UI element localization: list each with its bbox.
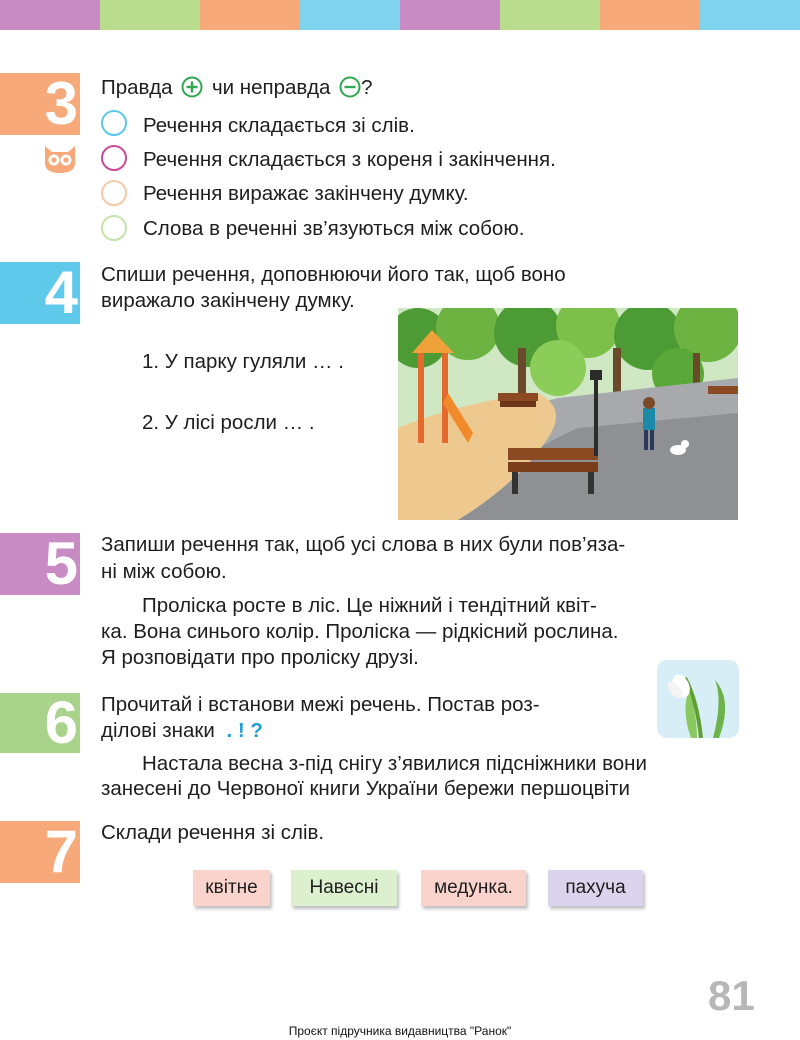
task-number-7: 7 (0, 821, 80, 883)
stripe-segment (400, 0, 500, 30)
task5-instruction-line1: Запиши речення так, щоб усі слова в них були пов’яза- (101, 533, 626, 556)
stripe-segment (100, 0, 200, 30)
word-card-pakhucha[interactable]: пахуча (548, 870, 643, 906)
task5-text-line2: ка. Вона синього колір. Проліска — рідкісний рослина. (101, 620, 619, 643)
prompt-question-mark: ? (361, 76, 373, 99)
stripe-segment (300, 0, 400, 30)
stripe-segment (200, 0, 300, 30)
prompt-or-false: чи неправда (211, 76, 331, 99)
task6-instruction-line2 (101, 716, 263, 745)
task4-item-1: 1. У парку гуляли … . (142, 350, 344, 373)
stripe-segment (0, 0, 100, 30)
word-card-kvitne[interactable]: квітне (193, 870, 270, 906)
answer-circle-1[interactable] (101, 110, 127, 136)
statement-3: Речення виражає закінчену думку. (143, 182, 469, 205)
task5-text-line3: Я розповідати про проліску друзі. (101, 646, 419, 669)
answer-circle-3[interactable] (101, 180, 127, 206)
prompt-true: Правда (101, 76, 173, 99)
park-illustration (398, 308, 738, 520)
task7-instruction: Склади речення зі слів. (101, 821, 325, 844)
owl-icon (42, 143, 78, 180)
statement-2: Речення складається з кореня і закінчення. (143, 148, 556, 171)
task5-text-line1: Проліска росте в ліс. Це ніжний і тендітний квіт- (142, 594, 597, 617)
statement-1: Речення складається зі слів. (143, 114, 415, 137)
stripe-segment (500, 0, 600, 30)
answer-circle-4[interactable] (101, 215, 127, 241)
punctuation-marks: . ! ? (226, 719, 263, 742)
task6-instruction-line1: Прочитай і встанови межі речень. Постав роз- (101, 693, 540, 716)
task-number-4: 4 (0, 262, 80, 324)
word-card-medunka[interactable]: медунка. (421, 870, 526, 906)
task5-instruction-line2: ні між собою. (101, 560, 227, 583)
task-number-5: 5 (0, 533, 80, 595)
page-number: 81 (708, 972, 755, 1019)
plus-circle-icon (181, 76, 203, 98)
statement-4: Слова в реченні зв’язуються між собою. (143, 217, 525, 240)
task6-text-line1: Настала весна з-під снігу з’явилися підсніжники вони (142, 752, 647, 775)
stripe-segment (600, 0, 700, 30)
task6-instruction-text: ділові знаки (101, 719, 215, 742)
task4-item-2: 2. У лісі росли … . (142, 411, 315, 434)
answer-circle-2[interactable] (101, 145, 127, 171)
task4-instruction-line2: виражало закінчену думку. (101, 289, 355, 312)
word-card-navesni[interactable]: Навесні (291, 870, 397, 906)
task4-instruction-line1: Спиши речення, доповнюючи його так, щоб воно (101, 263, 566, 286)
snowdrop-illustration (657, 660, 739, 738)
task-number-6: 6 (0, 693, 80, 753)
footer-publisher-note: Проєкт підручника видавництва "Ранок" (288, 1024, 512, 1038)
stripe-segment (700, 0, 800, 30)
task-number-3: 3 (0, 73, 80, 135)
minus-circle-icon (339, 76, 361, 98)
task3-prompt (101, 73, 373, 102)
task6-text-line2: занесені до Червоної книги України бережи першоцвіти (101, 777, 630, 800)
